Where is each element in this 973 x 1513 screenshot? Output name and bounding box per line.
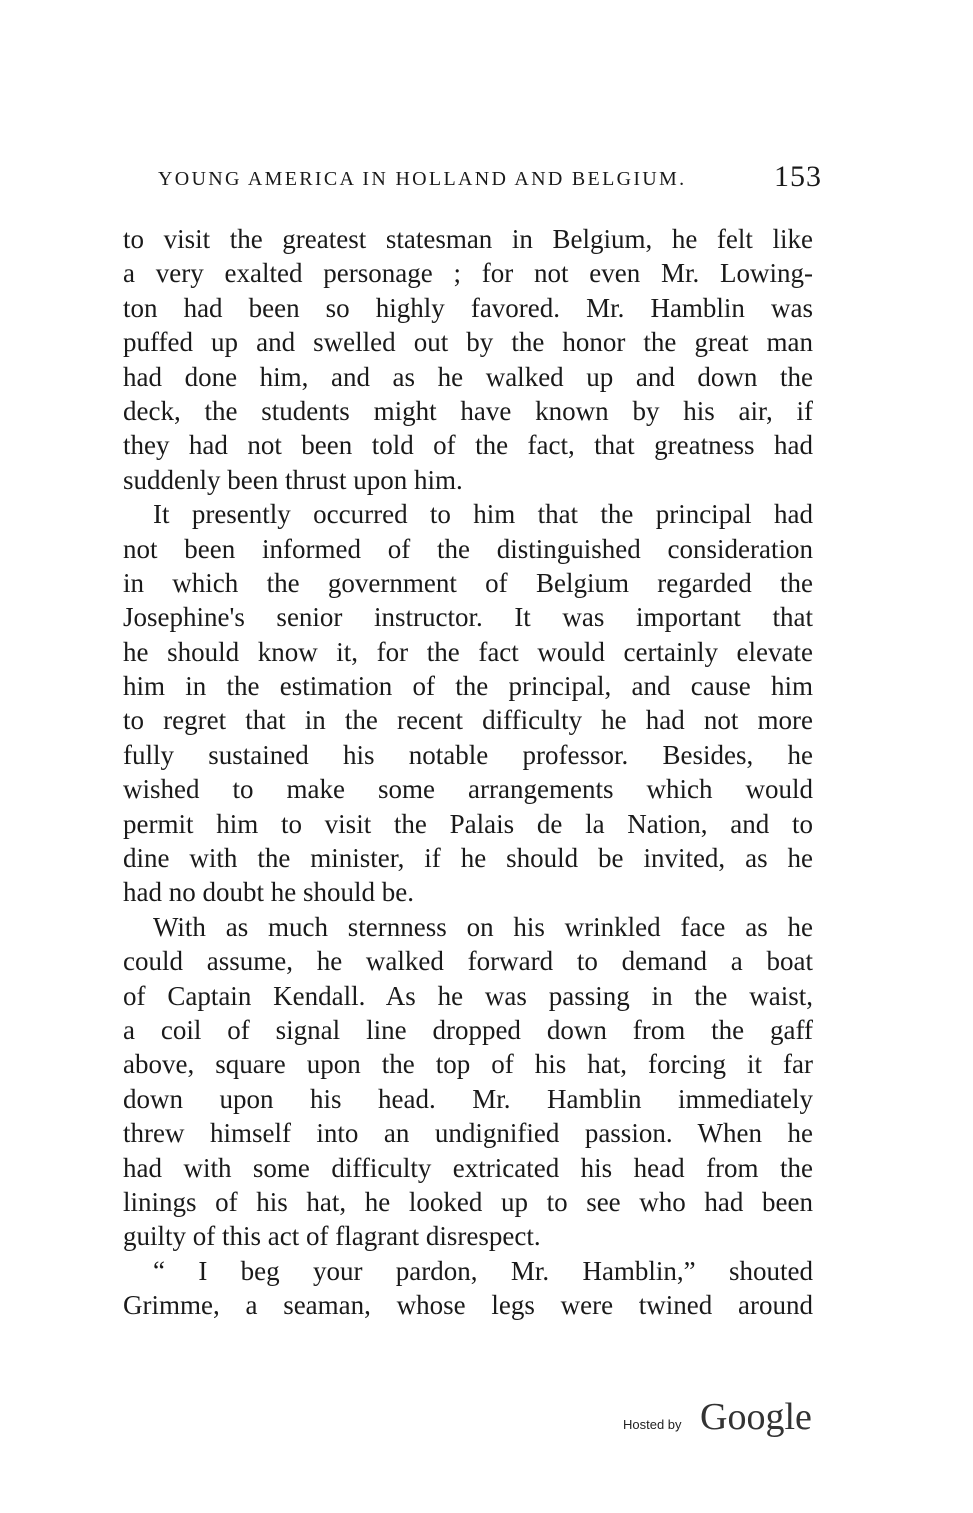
- text-line: fully sustained his notable professor. Besides, he: [123, 739, 813, 770]
- hosted-by-label: Hosted by: [623, 1417, 682, 1432]
- text-line: suddenly been thrust upon him.: [123, 464, 463, 495]
- text-line: had done him, and as he walked up and down the: [123, 361, 813, 392]
- text-line: linings of his hat, he looked up to see who had been: [123, 1186, 813, 1217]
- paragraph-first-line: With as much sternness on his wrinkled face as he: [153, 911, 813, 942]
- text-line: dine with the minister, if he should be invited, as he: [123, 843, 813, 874]
- text-line: permit him to visit the Palais de la Nation, and to: [123, 808, 813, 839]
- text-line: not been informed of the distinguished consideration: [123, 533, 813, 564]
- text-line: ton had been so highly favored. Mr. Hamblin was: [123, 292, 813, 323]
- hosted-by-google-mark: [623, 1395, 823, 1441]
- text-line: a coil of signal line dropped down from the gaff: [123, 1014, 813, 1045]
- text-line: in which the government of Belgium regarded the: [123, 567, 813, 598]
- text-line: him in the estimation of the principal, and cause him: [123, 671, 813, 702]
- text-line: he should know it, for the fact would certainly elevate: [123, 636, 813, 667]
- running-head: [158, 160, 822, 200]
- text-line: had no doubt he should be.: [123, 877, 414, 908]
- text-line: they had not been told of the fact, that greatness had: [123, 430, 813, 461]
- text-line: threw himself into an undignified passion. When he: [123, 1118, 813, 1149]
- text-line: could assume, he walked forward to demand a boat: [123, 946, 813, 977]
- text-line: to visit the greatest statesman in Belgium, he felt like: [123, 224, 813, 254]
- text-line: deck, the students might have known by his air, if: [123, 395, 813, 426]
- text-line: of Captain Kendall. As he was passing in the waist,: [123, 980, 813, 1011]
- running-title: YOUNG AMERICA IN HOLLAND AND BELGIUM.: [158, 168, 687, 190]
- text-line: puffed up and swelled out by the honor the great man: [123, 327, 813, 358]
- text-line: wished to make some arrangements which would: [123, 774, 813, 805]
- text-line: above, square upon the top of his hat, forcing it far: [123, 1049, 813, 1080]
- text-line: to regret that in the recent difficulty he had not more: [123, 705, 813, 736]
- text-line: Grimme, a seaman, whose legs were twined around: [123, 1290, 813, 1321]
- text-line: down upon his head. Mr. Hamblin immediately: [123, 1083, 813, 1114]
- body-text: [123, 222, 813, 1323]
- text-line: had with some difficulty extricated his head from the: [123, 1152, 813, 1183]
- google-logo: Google: [700, 1396, 812, 1438]
- page-number: 153: [774, 160, 822, 193]
- text-line: a very exalted personage ; for not even Mr. Lowing-: [123, 258, 813, 289]
- paragraph-first-line: “ I beg your pardon, Mr. Hamblin,” shouted: [153, 1255, 813, 1286]
- text-line: Josephine's senior instructor. It was important that: [123, 602, 813, 633]
- paragraph-first-line: It presently occurred to him that the principal had: [153, 499, 813, 530]
- text-line: guilty of this act of flagrant disrespect.: [123, 1221, 541, 1252]
